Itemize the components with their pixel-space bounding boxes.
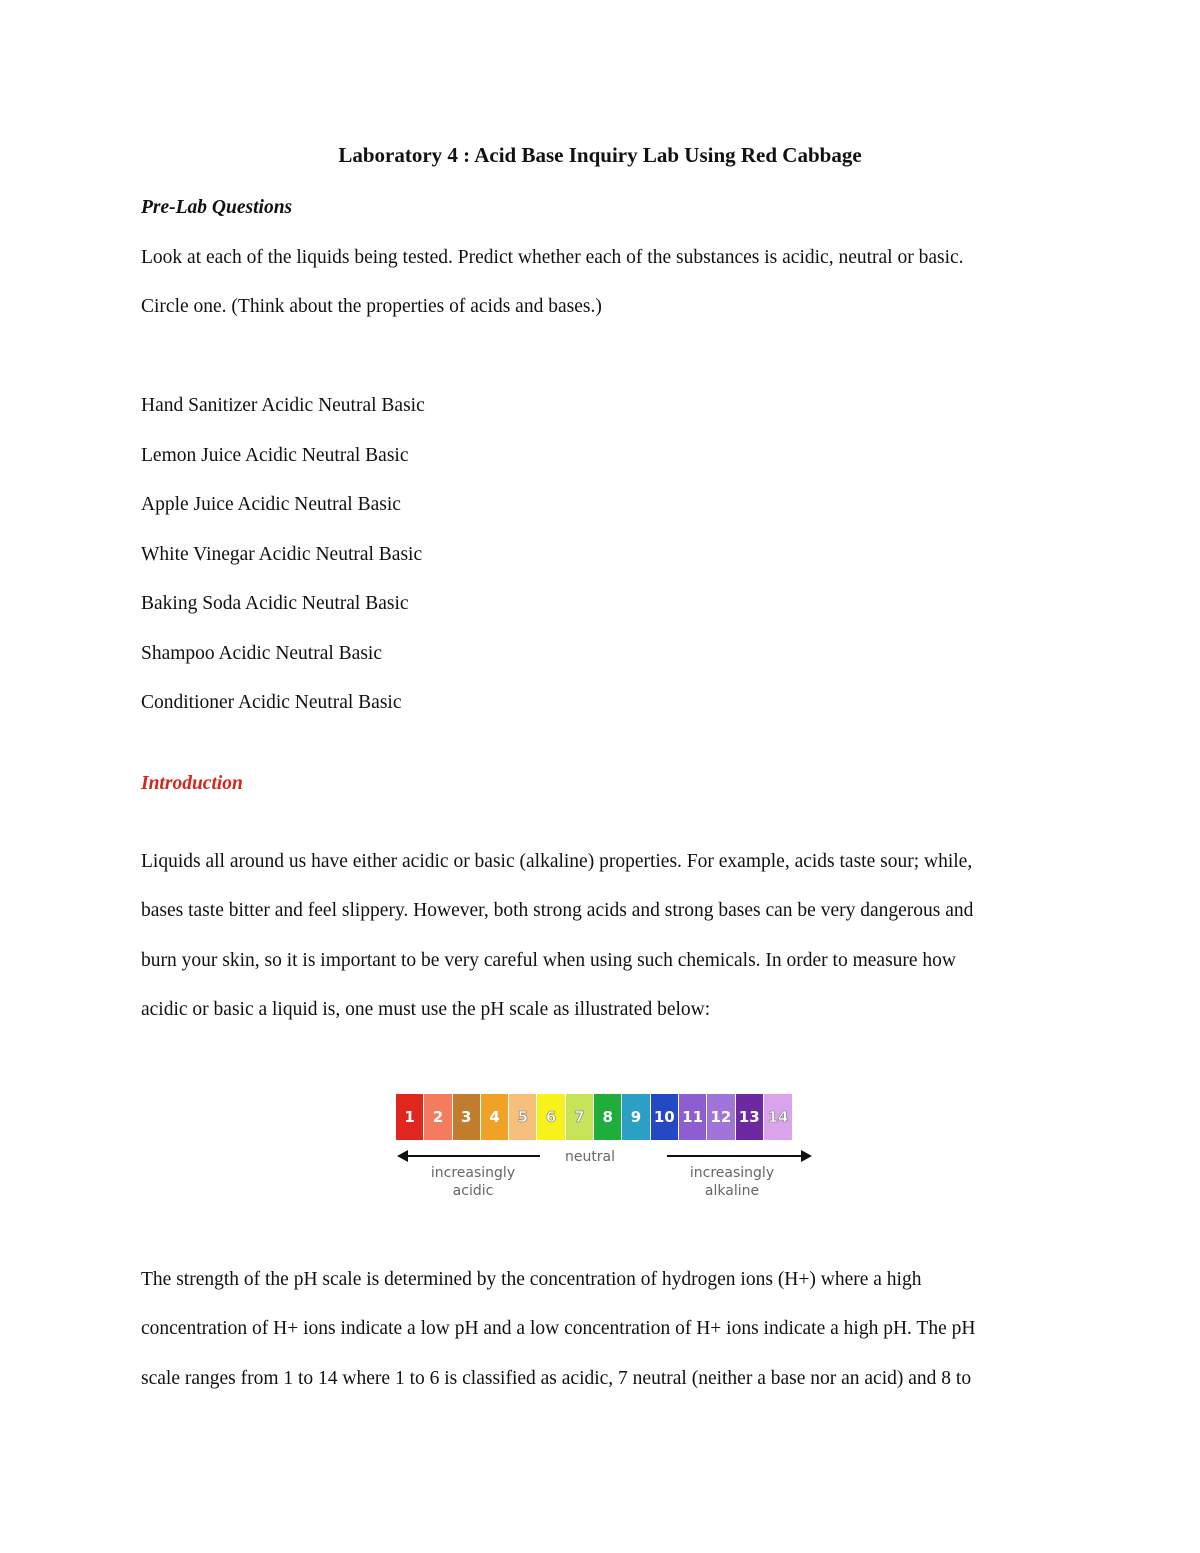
ph-box-14: 14 — [764, 1094, 792, 1140]
prelab-item-apple-juice: Apple Juice Acidic Neutral Basic — [141, 494, 401, 515]
prelab-item-lemon-juice: Lemon Juice Acidic Neutral Basic — [141, 445, 409, 466]
increasingly-acidic-line-2: acidic — [452, 1183, 494, 1199]
intro-paragraph-1-line-1: Liquids all around us have either acidic or basic (alkaline) properties. For example, acids taste sour; while, — [141, 851, 973, 872]
page-title: Laboratory 4 : Acid Base Inquiry Lab Using Red Cabbage — [338, 143, 862, 167]
alkaline-arrow-line — [667, 1155, 803, 1157]
prelab-heading: Pre-Lab Questions — [141, 197, 293, 218]
increasingly-acidic-label — [413, 1164, 533, 1200]
prelab-item-shampoo: Shampoo Acidic Neutral Basic — [141, 643, 382, 664]
ph-box-5: 5 — [509, 1094, 537, 1140]
prelab-item-hand-sanitizer: Hand Sanitizer Acidic Neutral Basic — [141, 395, 425, 416]
intro-paragraph-1-line-2: bases taste bitter and feel slippery. However, both strong acids and strong bases can be very dangerous and — [141, 900, 974, 921]
ph-box-3: 3 — [453, 1094, 481, 1140]
ph-box-11: 11 — [679, 1094, 707, 1140]
intro-paragraph-1-line-4: acidic or basic a liquid is, one must use the pH scale as illustrated below: — [141, 999, 711, 1020]
introduction-heading: Introduction — [141, 773, 243, 794]
prelab-item-baking-soda: Baking Soda Acidic Neutral Basic — [141, 593, 409, 614]
intro-paragraph-2-line-1: The strength of the pH scale is determined by the concentration of hydrogen ions (H+) where a high — [141, 1269, 922, 1290]
ph-box-10: 10 — [651, 1094, 679, 1140]
ph-box-9: 9 — [622, 1094, 650, 1140]
prelab-instructions-line-2: Circle one. (Think about the properties of acids and bases.) — [141, 296, 602, 317]
intro-paragraph-2-line-3: scale ranges from 1 to 14 where 1 to 6 is classified as acidic, 7 neutral (neither a base nor an acid) and 8 to — [141, 1368, 972, 1389]
ph-box-2: 2 — [424, 1094, 452, 1140]
ph-box-6: 6 — [537, 1094, 565, 1140]
prelab-item-conditioner: Conditioner Acidic Neutral Basic — [141, 692, 402, 713]
ph-box-8: 8 — [594, 1094, 622, 1140]
acidic-arrow-line — [407, 1155, 540, 1157]
arrow-right-icon — [801, 1150, 812, 1162]
increasingly-alkaline-line-1: increasingly — [689, 1165, 775, 1181]
increasingly-alkaline-label — [672, 1164, 792, 1200]
ph-box-12: 12 — [707, 1094, 735, 1140]
intro-paragraph-1-line-3: burn your skin, so it is important to be very careful when using such chemicals. In order to measure how — [141, 950, 957, 971]
increasingly-alkaline-line-2: alkaline — [704, 1183, 760, 1199]
neutral-label: neutral — [564, 1149, 616, 1165]
increasingly-acidic-line-1: increasingly — [430, 1165, 516, 1181]
ph-box-7: 7 — [566, 1094, 594, 1140]
prelab-instructions-line-1: Look at each of the liquids being tested. Predict whether each of the substances is acidic, neutral or basic. — [141, 247, 964, 268]
ph-box-4: 4 — [481, 1094, 509, 1140]
ph-scale-bar — [396, 1094, 792, 1140]
prelab-item-white-vinegar: White Vinegar Acidic Neutral Basic — [141, 544, 423, 565]
intro-paragraph-2-line-2: concentration of H+ ions indicate a low pH and a low concentration of H+ ions indicate a high pH. The pH — [141, 1318, 976, 1339]
ph-box-1: 1 — [396, 1094, 424, 1140]
ph-scale-figure — [395, 1093, 817, 1208]
ph-box-13: 13 — [736, 1094, 764, 1140]
